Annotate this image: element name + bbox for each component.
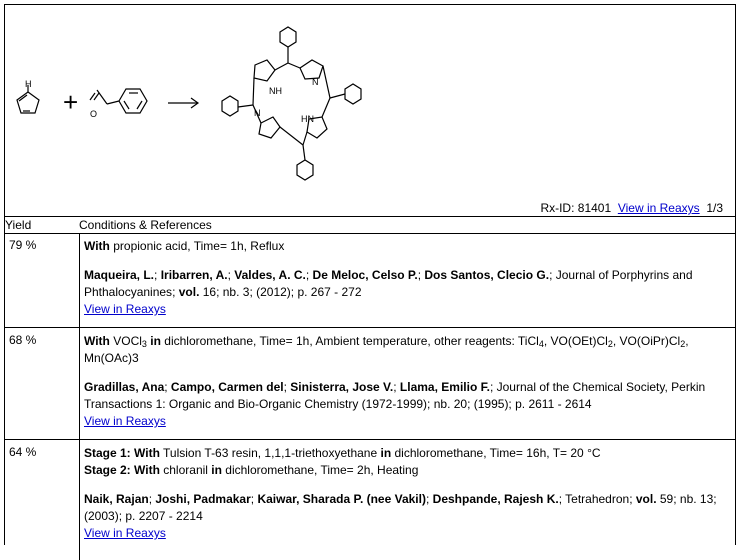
reference-text: Maqueira, L.; Iribarren, A.; Valdes, A. C.; De Meloc, Celso P.; Dos Santos, Clecio G.; Journal of Porphyrins and Phthalocyanines; vol. 16; nb. 3; (2012); p. 267 - 272 <box>84 268 693 299</box>
product-n-right-label: N <box>312 77 319 87</box>
conditions-text: With propionic acid, Time= 1h, Reflux <box>84 239 285 253</box>
reaction-record <box>4 4 736 545</box>
table-header <box>5 216 735 234</box>
stage-1-text: Stage 1: With Tulsion T-63 resin, 1,1,1-triethoxyethane in dichloromethane, Time= 16h, T= 20 °C <box>84 446 601 460</box>
pyrrole-h-label: H <box>25 79 32 89</box>
col-yield-header: Yield <box>5 218 32 232</box>
conditions-cell <box>84 328 735 432</box>
aldehyde-o-label: O <box>90 109 98 119</box>
benzaldehyde-structure <box>90 89 147 113</box>
page-indicator: 1/3 <box>706 201 723 215</box>
table-row <box>5 440 735 560</box>
product-n-left-label: N <box>254 108 261 118</box>
plus-sign: + <box>63 87 79 117</box>
view-in-reaxys-link[interactable]: View in Reaxys <box>84 526 166 540</box>
col-conditions-header: Conditions & References <box>79 218 212 232</box>
results-table <box>5 233 735 560</box>
reference-text: Naik, Rajan; Joshi, Padmakar; Kaiwar, Sharada P. (nee Vakil); Deshpande, Rajesh K.; Tetrahedron; vol. 59; nb. 13; (2003); p. 2207 - 2214 <box>84 492 717 523</box>
product-nh-label: NH <box>269 86 282 96</box>
rx-id-label: Rx-ID: 81401 <box>540 201 612 215</box>
view-in-reaxys-link[interactable]: View in Reaxys <box>84 302 166 316</box>
product-hn-label: HN <box>301 114 314 124</box>
pyrrole-structure <box>17 85 39 113</box>
rx-id-line <box>540 201 723 215</box>
view-in-reaxys-link[interactable]: View in Reaxys <box>84 414 166 428</box>
reference-text: Gradillas, Ana; Campo, Carmen del; Sinisterra, Jose V.; Llama, Emilio F.; Journal of the Chemical Society, Perkin Transactions 1: Organic and Bio-Organic Chemistry (1972-1999); nb. 20; (1995); p. 2611 - 2614 <box>84 380 706 411</box>
yield-value: 79 % <box>9 238 37 252</box>
yield-value: 68 % <box>9 333 37 347</box>
table-row <box>5 328 735 440</box>
conditions-cell <box>84 440 735 544</box>
yield-value: 64 % <box>9 445 37 459</box>
table-row <box>5 233 735 328</box>
reaction-diagram <box>5 5 735 205</box>
view-in-reaxys-link[interactable]: View in Reaxys <box>617 201 700 215</box>
porphyrin-structure <box>222 27 361 180</box>
reaction-scheme <box>5 5 735 213</box>
reaction-arrow <box>168 98 198 108</box>
stage-2-text: Stage 2: With chloranil in dichloromethane, Time= 2h, Heating <box>84 463 419 477</box>
conditions-cell <box>84 233 735 320</box>
conditions-text: With VOCl$_3$ in dichloromethane, Time= 1h, Ambient temperature, other reagents: TiCl$_4$, $VO(OEt)Cl_2$, $VO(OiPr)Cl_2$, Mn(OAc)3 <box>84 334 689 365</box>
